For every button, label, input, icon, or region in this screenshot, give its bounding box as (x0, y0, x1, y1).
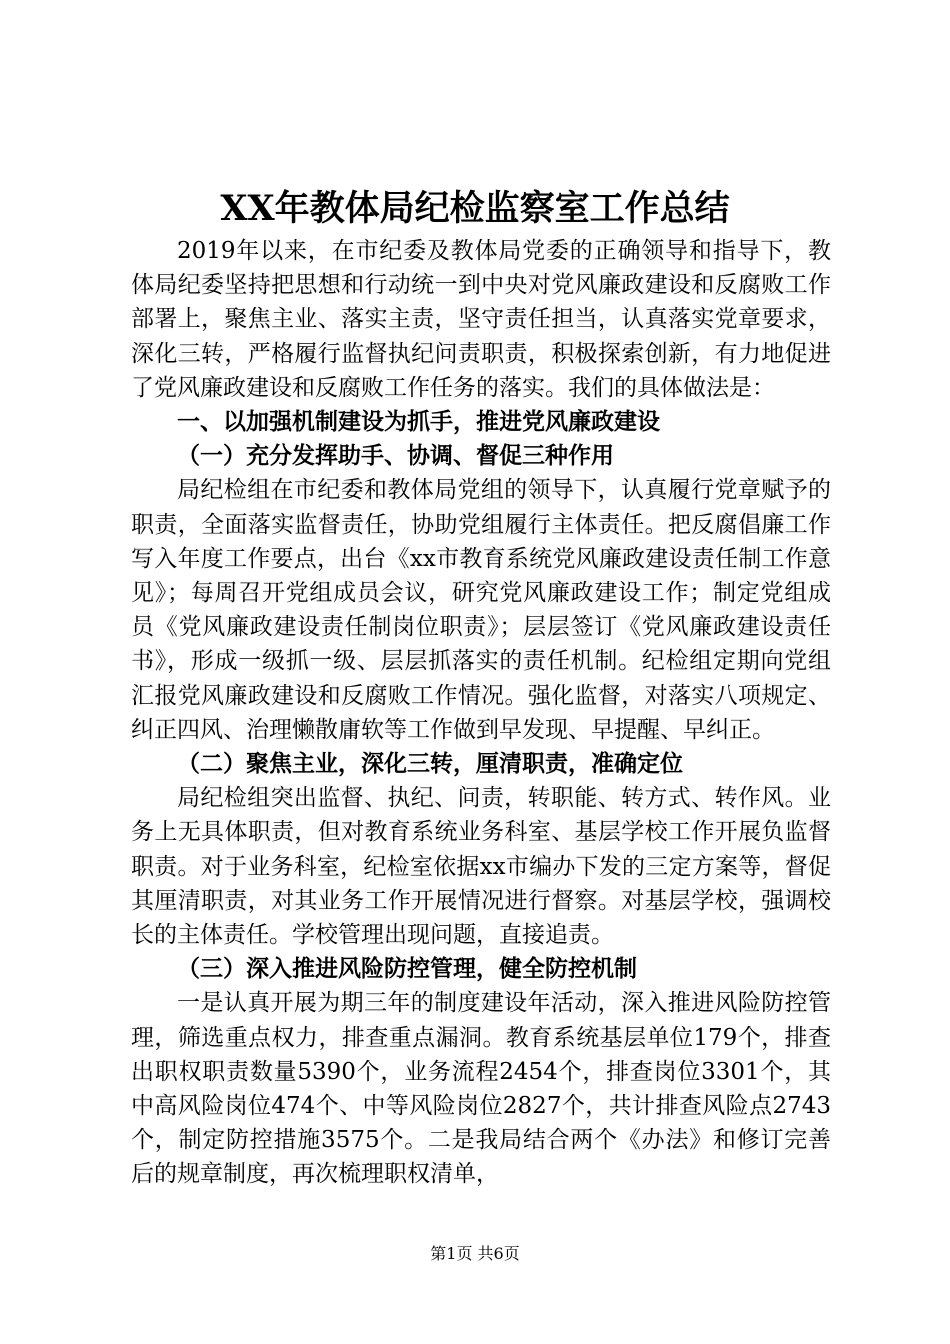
subsection-3-paragraph: 一是认真开展为期三年的制度建设年活动，深入推进风险防控管理，筛选重点权力，排查重点漏洞。教育系统基层单位179个，排查出职权职责数量5390个，业务流程2454个，排查岗位3301个，其中高风险岗位474个、中等风险岗位2827个，共计排查风险点2743个，制定防控措施3575个。二是我局结合两个《办法》和修订完善后的规章制度，再次梳理职权清单， (131, 990, 831, 1188)
document-body (131, 234, 831, 1192)
page-number-footer: 第1页 共6页 (430, 1244, 520, 1263)
intro-paragraph: 2019年以来，在市纪委及教体局党委的正确领导和指导下，教体局纪委坚持把思想和行动统一到中央对党风廉政建设和反腐败工作部署上，聚焦主业、落实主责，坚守责任担当，认真落实党章要求，深化三转，严格履行监督执纪问责职责，积极探索创新，有力地促进了党风廉政建设和反腐败工作任务的落实。我们的具体做法是： (131, 238, 831, 401)
document-title: XX年教体局纪检监察室工作总结 (220, 188, 730, 229)
subsection-1-heading: （一）充分发挥助手、协调、督促三种作用 (177, 443, 614, 470)
section-1-heading: 一、以加强机制建设为抓手，推进党风廉政建设 (177, 409, 660, 436)
subsection-2-paragraph: 局纪检组突出监督、执纪、问责，转职能、转方式、转作风。业务上无具体职责，但对教育系统业务科室、基层学校工作开展负监督职责。对于业务科室，纪检室依据xx市编办下发的三定方案等，督促其厘清职责，对其业务工作开展情况进行督察。对基层学校，强调校长的主体责任。学校管理出现问题，直接追责。 (131, 785, 831, 949)
subsection-3-heading: （三）深入推进风险防控管理，健全防控机制 (177, 956, 637, 983)
subsection-2-heading: （二）聚焦主业，深化三转，厘清职责，准确定位 (177, 751, 683, 778)
subsection-1-paragraph: 局纪检组在市纪委和教体局党组的领导下，认真履行党章赋予的职责，全面落实监督责任，协助党组履行主体责任。把反腐倡廉工作写入年度工作要点，出台《xx市教育系统党风廉政建设责任制工作意见》；每周召开党组成员会议，研究党风廉政建设工作；制定党组成员《党风廉政建设责任制岗位职责》；层层签订《党风廉政建设责任书》，形成一级抓一级、层层抓落实的责任机制。纪检组定期向党组汇报党风廉政建设和反腐败工作情况。强化监督，对落实八项规定、纠正四风、治理懒散庸软等工作做到早发现、早提醒、早纠正。 (131, 477, 831, 743)
